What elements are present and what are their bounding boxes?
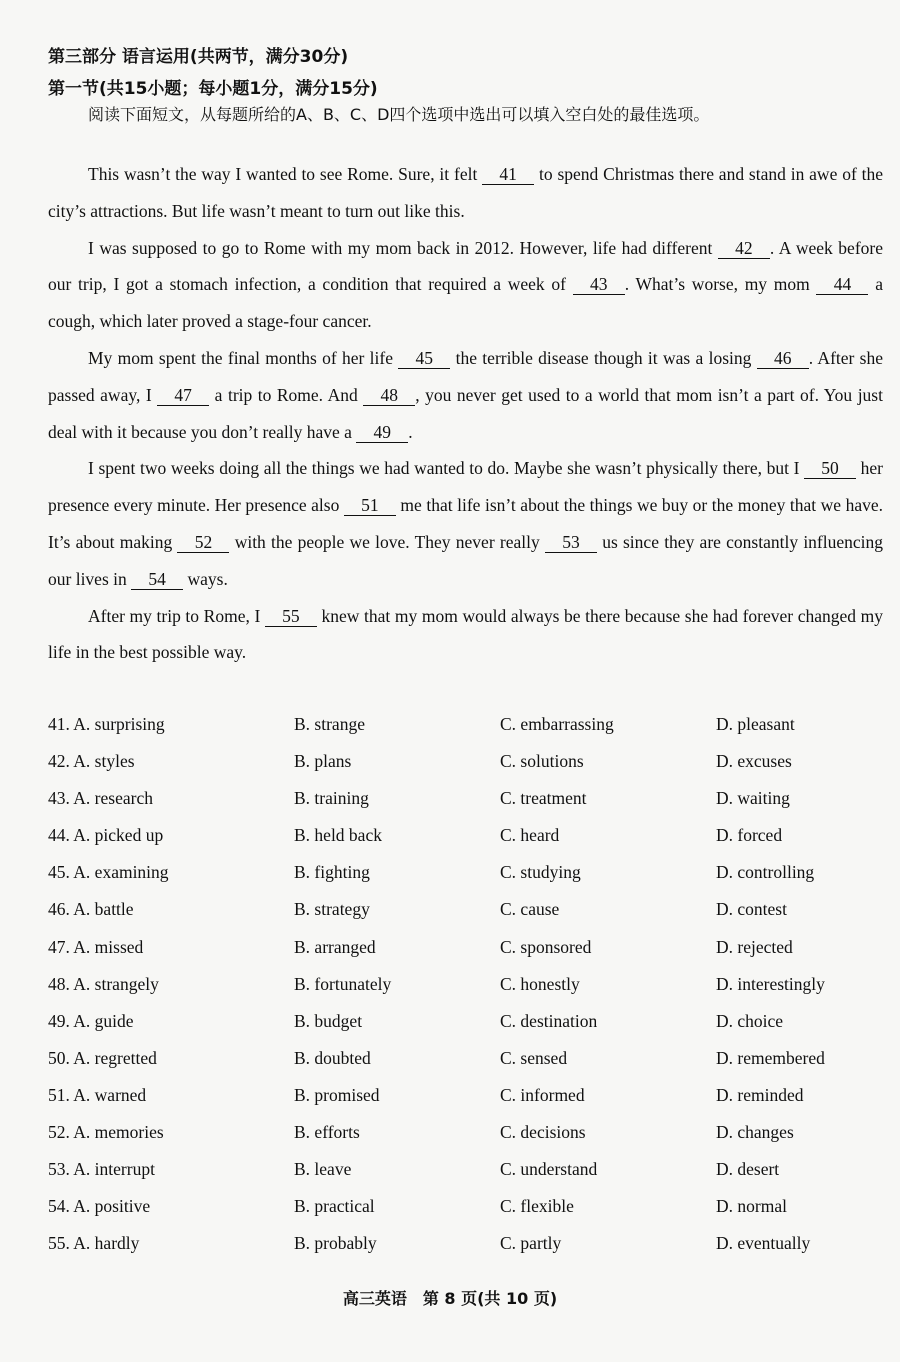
option-b: B. held back	[294, 825, 382, 846]
blank-45: 45	[398, 348, 450, 369]
option-b: B. strange	[294, 714, 365, 734]
option-b: B. promised	[294, 1084, 380, 1105]
option-a: 41. A. surprising	[48, 714, 165, 734]
option-row	[48, 1114, 868, 1151]
section-title: 第一节(共15小题；每小题1分，满分15分)	[48, 79, 378, 99]
option-c: C. cause	[500, 899, 560, 920]
option-b: B. probably	[294, 1233, 377, 1254]
option-c: C. understand	[500, 1159, 598, 1180]
option-d: D. choice	[716, 1010, 784, 1031]
option-c: C. embarrassing	[500, 714, 614, 734]
option-d: D. waiting	[716, 788, 790, 809]
option-row	[48, 1040, 868, 1077]
option-a: 48. A. strangely	[48, 973, 159, 994]
blank-48: 48	[363, 385, 415, 406]
option-b: B. leave	[294, 1159, 352, 1180]
option-c: C. decisions	[500, 1122, 586, 1143]
option-row	[48, 817, 868, 854]
text: After my trip to Rome, I	[88, 605, 265, 626]
option-a: 50. A. regretted	[48, 1047, 157, 1068]
option-row	[48, 1225, 868, 1262]
option-d: D. forced	[716, 825, 783, 846]
option-c: C. sponsored	[500, 936, 592, 957]
option-a: 45. A. examining	[48, 862, 169, 883]
option-row	[48, 966, 868, 1003]
option-b: B. doubted	[294, 1047, 371, 1068]
option-a: 44. A. picked up	[48, 825, 164, 846]
option-b: B. fighting	[294, 862, 370, 883]
text: ways.	[183, 568, 228, 589]
option-row	[48, 1188, 868, 1225]
text: My mom spent the final months of her life	[88, 347, 399, 368]
option-d: D. desert	[716, 1159, 780, 1180]
blank-53: 53	[545, 532, 597, 553]
blank-54: 54	[131, 569, 183, 590]
option-row	[48, 780, 868, 817]
option-c: C. honestly	[500, 973, 580, 994]
option-b: B. budget	[294, 1010, 363, 1031]
paragraph-5	[48, 598, 883, 672]
option-a: 52. A. memories	[48, 1122, 164, 1143]
option-b: B. training	[294, 788, 369, 809]
option-a: 51. A. warned	[48, 1084, 147, 1105]
passage	[48, 156, 883, 671]
blank-49: 49	[356, 422, 408, 443]
option-row	[48, 1151, 868, 1188]
blank-41: 41	[482, 164, 534, 185]
text: . A week before our trip, I got a stomach infection, a condition that required a week of	[48, 237, 883, 295]
option-b: B. practical	[294, 1196, 375, 1217]
blank-43: 43	[573, 274, 625, 295]
text: the terrible disease though it was a losing	[450, 347, 757, 368]
text: . After she passed away, I	[48, 347, 883, 405]
option-a: 54. A. positive	[48, 1196, 151, 1217]
blank-44: 44	[816, 274, 868, 295]
option-b: B. arranged	[294, 936, 376, 957]
text: .	[408, 421, 413, 442]
text: me that life isn’t about the things we buy or the money that we have. It’s about making	[48, 495, 883, 552]
blank-50: 50	[804, 458, 856, 479]
option-c: C. heard	[500, 825, 560, 846]
option-d: D. changes	[716, 1122, 794, 1143]
option-row	[48, 854, 868, 891]
option-b: B. plans	[294, 751, 352, 772]
option-c: C. destination	[500, 1010, 598, 1031]
blank-46: 46	[757, 348, 809, 369]
text: a cough, which later proved a stage-four cancer.	[48, 274, 883, 332]
page-footer: 高三英语 第 8 页(共 10 页)	[342, 1289, 558, 1308]
text: with the people we love. They never really	[229, 531, 545, 552]
option-row	[48, 743, 868, 780]
text: I was supposed to go to Rome with my mom back in 2012. However, life had different	[88, 237, 718, 258]
option-a: 55. A. hardly	[48, 1233, 140, 1254]
option-row	[48, 891, 868, 928]
option-d: D. normal	[716, 1196, 787, 1217]
instruction: 阅读下面短文，从每题所给的A、B、C、D四个选项中选出可以填入空白处的最佳选项。	[88, 105, 710, 124]
option-a: 47. A. missed	[48, 936, 144, 957]
option-d: D. controlling	[716, 862, 815, 883]
option-d: D. remembered	[716, 1047, 825, 1068]
blank-55: 55	[265, 606, 317, 627]
option-row	[48, 706, 868, 743]
blank-47: 47	[157, 385, 209, 406]
option-row	[48, 929, 868, 966]
option-row	[48, 1077, 868, 1114]
option-d: D. rejected	[716, 936, 793, 957]
text: , you never get used to a world that mom isn’t a part of. You just deal with it because you don’t really have a	[48, 384, 883, 442]
paragraph-2	[48, 230, 883, 340]
option-row	[48, 1003, 868, 1040]
option-c: C. studying	[500, 862, 581, 883]
option-c: C. partly	[500, 1233, 562, 1254]
option-c: C. sensed	[500, 1047, 568, 1068]
option-d: D. pleasant	[716, 714, 795, 734]
option-a: 49. A. guide	[48, 1010, 134, 1031]
text: her presence every minute. Her presence also	[48, 458, 883, 516]
paragraph-3	[48, 340, 883, 450]
text: knew that my mom would always be there because she had forever changed my life in the best possible way.	[48, 605, 884, 663]
option-c: C. treatment	[500, 788, 587, 809]
option-a: 43. A. research	[48, 788, 153, 809]
text: to spend Christmas there and stand in awe of the city’s attractions. But life wasn’t meant to turn out like this.	[48, 164, 883, 221]
option-d: D. eventually	[716, 1233, 811, 1254]
option-c: C. informed	[500, 1084, 585, 1105]
text: . What’s worse, my mom	[624, 274, 817, 295]
option-c: C. flexible	[500, 1196, 574, 1217]
option-c: C. solutions	[500, 751, 584, 772]
option-b: B. efforts	[294, 1122, 360, 1143]
blank-52: 52	[177, 532, 229, 553]
paragraph-4	[48, 450, 883, 597]
blank-42: 42	[718, 238, 770, 259]
text: a trip to Rome. And	[209, 384, 364, 405]
option-a: 46. A. battle	[48, 899, 134, 920]
option-d: D. excuses	[716, 751, 792, 772]
option-b: B. strategy	[294, 899, 370, 920]
option-a: 53. A. interrupt	[48, 1159, 155, 1180]
text: us since they are constantly influencing our lives in	[48, 531, 884, 589]
options-list	[48, 706, 868, 1262]
option-a: 42. A. styles	[48, 751, 135, 772]
option-b: B. fortunately	[294, 973, 392, 994]
option-d: D. interestingly	[716, 973, 825, 994]
option-d: D. contest	[716, 899, 787, 920]
blank-51: 51	[344, 495, 396, 516]
part-title: 第三部分 语言运用(共两节，满分30分)	[48, 47, 349, 67]
paragraph-1	[48, 156, 883, 230]
text: I spent two weeks doing all the things we had wanted to do. Maybe she wasn’t physically there, but I	[88, 458, 805, 479]
text: This wasn’t the way I wanted to see Rome. Sure, it felt	[88, 164, 483, 184]
option-d: D. reminded	[716, 1084, 804, 1105]
